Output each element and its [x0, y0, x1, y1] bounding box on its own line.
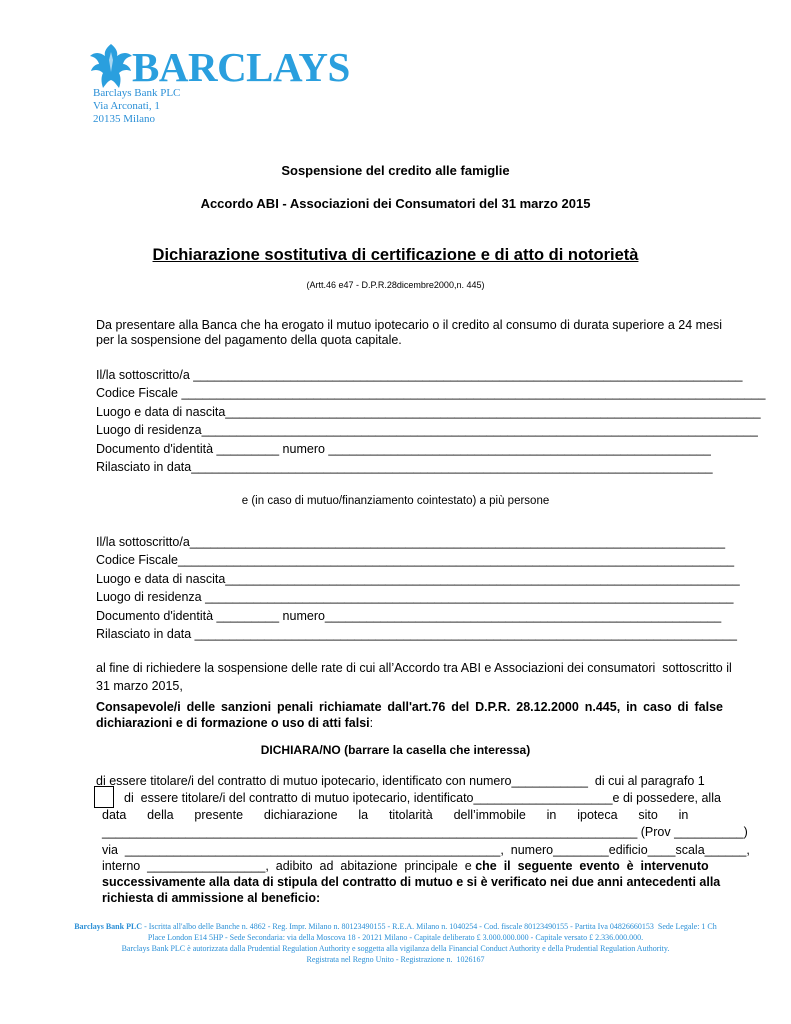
form1-codice-fiscale[interactable]: Codice Fiscale ____________________________________________________________________________________ [96, 386, 766, 400]
bank-street: Via Arconati, 1 [93, 100, 160, 112]
eagle-icon [88, 42, 134, 90]
barclays-logo [88, 42, 350, 92]
clause-line-6-bold: che il seguente evento è intervenuto [475, 859, 709, 873]
purpose-line-2: 31 marzo 2015, [96, 679, 183, 693]
footer-line-2: Place London E14 5HP - Sede Secondaria: via della Moscova 18 - 20121 Milano - Capitale deliberato £ 3.000.000.000 - Capitale versato £ 2.336.000.000. [147, 933, 644, 942]
form2-residenza[interactable]: Luogo di residenza ____________________________________________________________________________ [96, 590, 734, 604]
interno-field[interactable]: interno _________________, adibito ad abitazione principale e [102, 859, 476, 873]
intro-line-2: per la sospensione del pagamento della quota capitale. [96, 333, 402, 347]
clause-line-7: successivamente alla data di stipula del contratto di mutuo e si è verificato nei due anni antecedenti alla [102, 875, 721, 889]
clause-line-2: di essere titolare/i del contratto di mutuo ipotecario, identificato____________________e di possedere, alla [124, 791, 721, 805]
subtitle-1: Sospensione del credito alle famiglie [281, 163, 510, 178]
clause-line-6 [102, 859, 709, 873]
form2-documento[interactable]: Documento d'identità _________ numero_________________________________________________________ [96, 609, 722, 623]
declare-heading: DICHIARA/NO (barrare la casella che interessa) [260, 743, 531, 757]
form1-sottoscritto[interactable]: Il/la sottoscritto/a _______________________________________________________________________________ [96, 368, 743, 382]
bank-name: Barclays Bank PLC [93, 87, 181, 99]
via-field-line[interactable]: via ______________________________________________________, numero________edificio____scala______, [102, 843, 750, 857]
form1-nascita[interactable]: Luogo e data di nascita_____________________________________________________________________________ [96, 405, 761, 419]
address-field-line[interactable]: _____________________________________________________________________________ (Prov __________) [102, 825, 748, 839]
footer-line-1 [0, 922, 791, 933]
checkbox[interactable] [94, 786, 114, 808]
footer-line-4: Registrata nel Regno Unito - Registrazione n. 1026167 [306, 955, 485, 964]
bank-city: 20135 Milano [93, 113, 156, 125]
form1-documento[interactable]: Documento d'identità _________ numero _______________________________________________________ [96, 442, 711, 456]
logo-wordmark: BARCLAYS [132, 44, 350, 90]
aware-colon: : [369, 716, 374, 730]
footer-line-1-text: - Iscritta all'albo delle Banche n. 4862 - Reg. Impr. Milano n. 80123490155 - R.E.A. Milano n. 1040254 - Cod. fiscale 80123490155 - Partita Iva 04826660153 Sede Legale: 1 Ch [142, 922, 717, 931]
form1-residenza[interactable]: Luogo di residenza________________________________________________________________________________ [96, 423, 758, 437]
clause-line-3: data della presente dichiarazione la titolarità dell’immobile in ipoteca sito in [102, 808, 689, 822]
page-title: Dichiarazione sostitutiva di certificazione e di atto di notorietà [152, 246, 639, 264]
subtitle-2: Accordo ABI - Associazioni dei Consumatori del 31 marzo 2015 [200, 196, 591, 211]
footer-bank-name: Barclays Bank PLC [74, 922, 143, 931]
clause-line-8: richiesta di ammissione al beneficio: [102, 891, 321, 905]
purpose-line-1: al fine di richiedere la sospensione delle rate di cui all’Accordo tra ABI e Associazioni dei consumatori sottoscritto il [96, 661, 732, 675]
joint-holders-note: e (in caso di mutuo/finanziamento cointestato) a più persone [241, 495, 550, 507]
form1-rilasciato[interactable]: Rilasciato in data___________________________________________________________________________ [96, 460, 713, 474]
form2-codice-fiscale[interactable]: Codice Fiscale________________________________________________________________________________ [96, 553, 735, 567]
clause-line-1: di essere titolare/i del contratto di mutuo ipotecario, identificato con numero___________ di cui al paragrafo 1 [96, 774, 705, 788]
aware-line-2-text: dichiarazioni e di formazione o uso di atti falsi [96, 716, 370, 730]
intro-line-1: Da presentare alla Banca che ha erogato il mutuo ipotecario o il credito al consumo di durata superiore a 24 mesi [96, 318, 723, 332]
form2-sottoscritto[interactable]: Il/la sottoscritto/a_____________________________________________________________________________ [96, 535, 726, 549]
legal-reference: (Artt.46 e47 - D.P.R.28dicembre2000,n. 445) [306, 280, 485, 290]
aware-line-2 [96, 716, 373, 730]
form2-nascita[interactable]: Luogo e data di nascita__________________________________________________________________________ [96, 572, 740, 586]
footer-line-3: Barclays Bank PLC è autorizzata dalla Prudential Regulation Authority e soggetta alla vigilanza della Financial Conduct Authority e della Prudential Regulation Authority. [121, 944, 670, 953]
form2-rilasciato[interactable]: Rilasciato in data ______________________________________________________________________________ [96, 627, 737, 641]
aware-line-1: Consapevole/i delle sanzioni penali richiamate dall'art.76 del D.P.R. 28.12.2000 n.445, in caso di false [96, 700, 723, 714]
